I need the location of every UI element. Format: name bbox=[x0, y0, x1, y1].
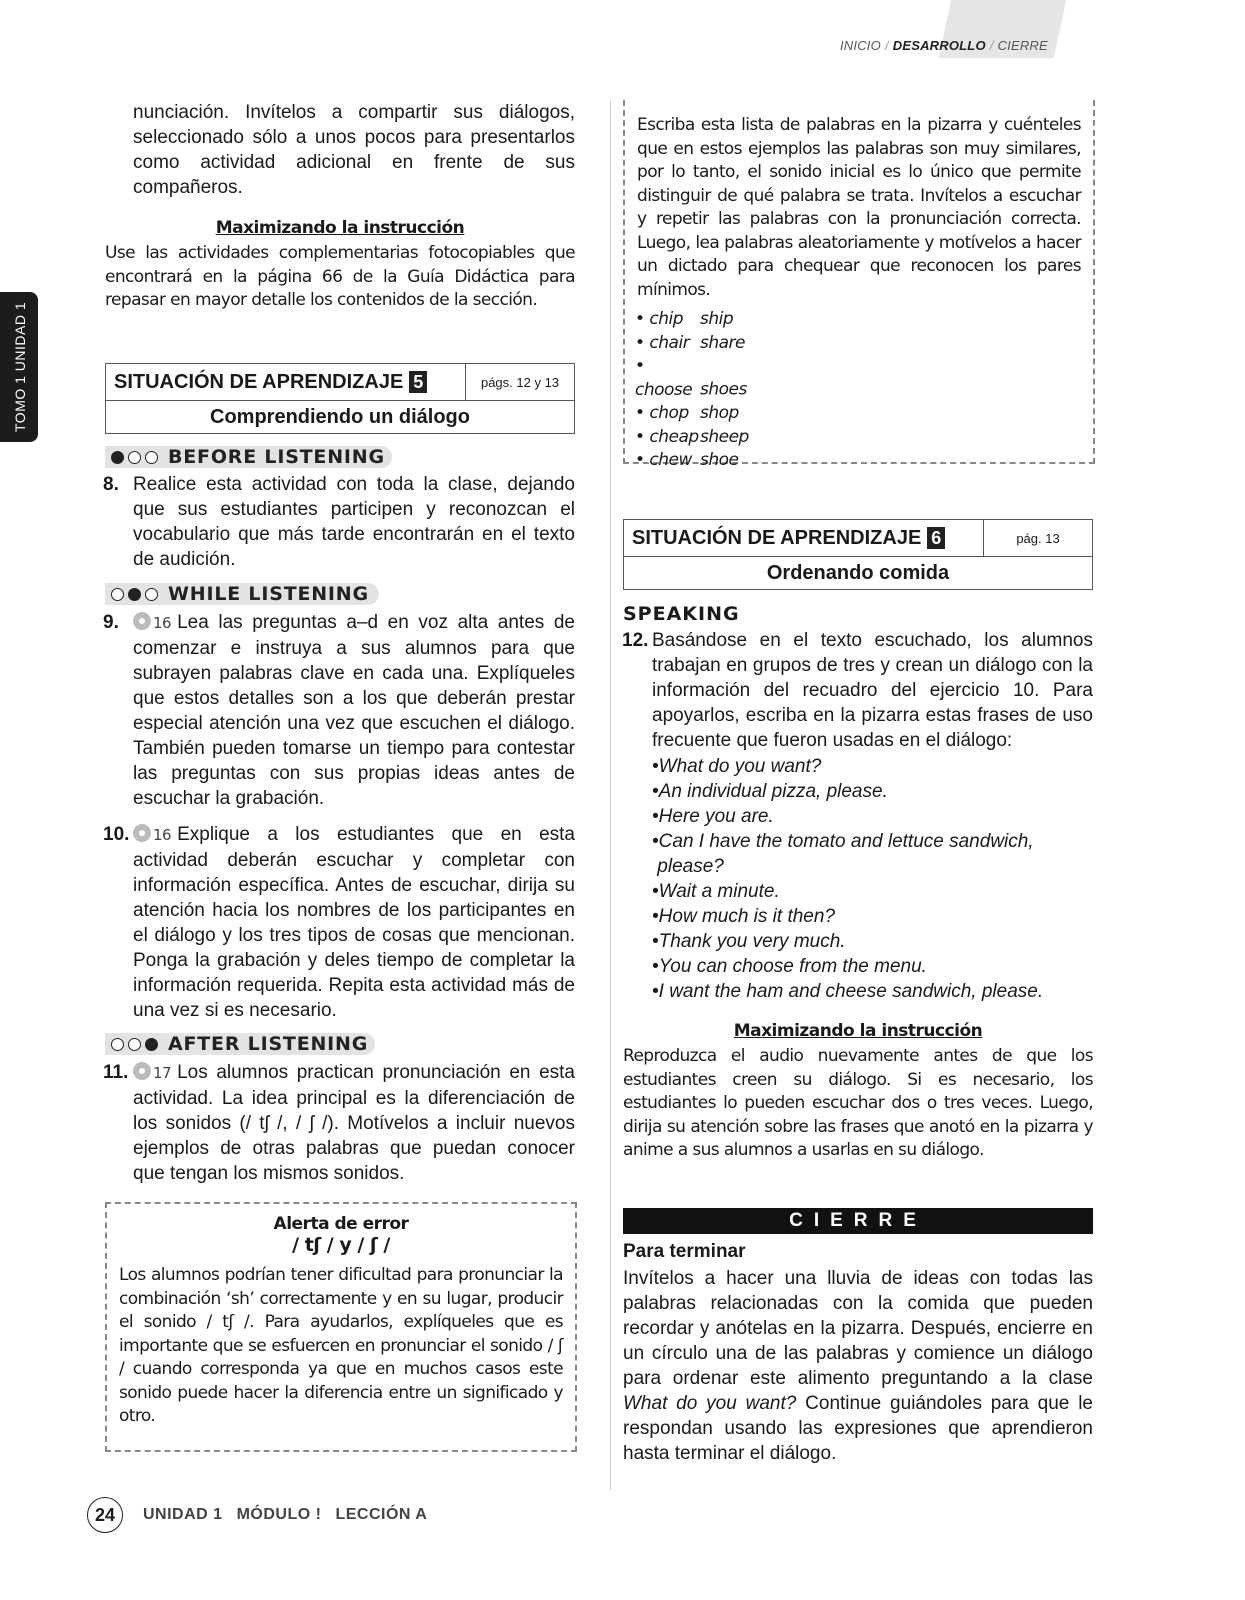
footer-breadcrumb bbox=[143, 1506, 441, 1524]
max1-text: Use las actividades complementarias fotocopiables que encontrará en la página 66 de la Guía Didáctica para repasar en mayor detalle los contenidos de la sección. bbox=[105, 243, 575, 310]
list-item: • chair share bbox=[635, 332, 745, 353]
alerta-de-error-box bbox=[105, 1202, 577, 1452]
item-12-number: 12. bbox=[622, 630, 649, 651]
page-number: 24 bbox=[87, 1497, 123, 1533]
cierre-text-part-2: Continue guiándoles para que le respondan usando las expresiones que aprendieron hasta terminar el diálogo. bbox=[623, 1393, 1093, 1464]
item-9-text: Lea las preguntas a–d en voz alta antes de comenzar e instruya a sus alumnos para que subrayen palabras clave en cada una. Explíqueles que estos detalles son a los que deberán prestar especial atención una vez que escuchen el diálogo. También pueden tomarse un tiempo para contestar las preguntas con sus propias ideas antes de escuchar la grabación. bbox=[133, 612, 575, 809]
audio-cd-icon bbox=[133, 612, 151, 630]
list-item: •An individual pizza, please. bbox=[652, 781, 888, 802]
list-item: •Here you are. bbox=[652, 806, 774, 827]
list-item: •What do you want? bbox=[652, 756, 822, 777]
list-item: • chew shoe bbox=[635, 450, 739, 470]
item-10-number: 10. bbox=[103, 824, 130, 845]
side-tab-label: TOMO 1 UNIDAD 1 bbox=[12, 301, 28, 432]
stage-dot-empty-icon bbox=[145, 588, 158, 601]
column-divider bbox=[610, 100, 611, 1490]
nav-cierre: CIERRE bbox=[997, 38, 1048, 53]
alerta-text: Los alumnos podrían tener dificultad para pronunciar la combinación ‘sh’ correctamente y en su lugar, producir el sonido / tʃ /. Para ayudarlos, explíqueles que es importante que se esfuercen en pronunciar el sonido / ʃ / cuando corresponda ya que en muchos casos este sonido puede hacer la diferencia entre un significado y otro. bbox=[119, 1265, 563, 1426]
alerta-symbols: / tʃ / y / ʃ / bbox=[292, 1234, 390, 1256]
item-10-text: Explique a los estudiantes que en esta actividad deberán escuchar y completar con información específica. Antes de escuchar, dirija su atención hacia los nombres de los participantes en el diálogo y los tres tipos de cosas que mencionan. Ponga la grabación y deles tiempo de completar la información requerida. Repita esta actividad más de una vez si es necesario. bbox=[133, 824, 575, 1021]
minimal-pairs-box bbox=[623, 100, 1095, 470]
speaking-heading: SPEAKING bbox=[623, 603, 740, 625]
stage-dot-filled-icon bbox=[145, 1038, 158, 1051]
list-item: •You can choose from the menu. bbox=[652, 956, 927, 977]
after-listening-label: AFTER LISTENING bbox=[168, 1033, 369, 1055]
while-listening-header bbox=[105, 583, 379, 605]
max2-title: Maximizando la instrucción bbox=[733, 1021, 983, 1041]
minimal-pairs-list bbox=[635, 308, 1093, 473]
cierre-paragraph bbox=[623, 1266, 1093, 1466]
stage-dot-filled-icon bbox=[111, 451, 124, 464]
item-11 bbox=[103, 1060, 575, 1186]
para-terminar-heading: Para terminar bbox=[623, 1241, 746, 1262]
list-item: • choose shoes bbox=[635, 356, 747, 400]
situacion-6-pages: pág. 13 bbox=[983, 520, 1092, 556]
before-listening-header bbox=[105, 446, 392, 468]
list-item: • chop shop bbox=[635, 403, 739, 423]
nav-desarrollo: DESARROLLO bbox=[892, 38, 986, 53]
audio-track-number: 17 bbox=[153, 1064, 172, 1082]
audio-cd-icon bbox=[133, 824, 151, 842]
footer-lesson: LECCIÓN A bbox=[335, 1506, 428, 1523]
item-8-number: 8. bbox=[103, 474, 119, 495]
situacion-5-pages: págs. 12 y 13 bbox=[465, 364, 574, 400]
cierre-text-italic: What do you want? bbox=[623, 1393, 797, 1414]
stage-dot-empty-icon bbox=[145, 451, 158, 464]
situacion-6-number: 6 bbox=[927, 527, 945, 549]
stage-dot-empty-icon bbox=[111, 1038, 124, 1051]
list-item: •How much is it then? bbox=[652, 906, 836, 927]
list-item: •Thank you very much. bbox=[652, 931, 846, 952]
footer-module: MÓDULO ! bbox=[236, 1506, 322, 1523]
list-item: •Can I have the tomato and lettuce sandwich, bbox=[652, 831, 1034, 852]
item-8 bbox=[103, 472, 575, 572]
footer-unit: UNIDAD 1 bbox=[143, 1506, 223, 1523]
intro-paragraph: nunciación. Invítelos a compartir sus diálogos, seleccionado sólo a unos pocos para presentarlos como actividad adicional en frente de sus compañeros. bbox=[133, 102, 575, 198]
audio-cd-icon bbox=[133, 1062, 151, 1080]
nav-inicio: INICIO bbox=[840, 38, 881, 53]
max2-text: Reproduzca el audio nuevamente antes de que los estudiantes creen su diálogo. Si es necesario, los estudiantes lo pueden escuchar dos o tres veces. Luego, dirija su atención sobre las frases que anotó en la pizarra y anime a sus alumnos a usarlas en su diálogo. bbox=[623, 1046, 1093, 1160]
item-9 bbox=[103, 610, 575, 811]
situacion-6-box bbox=[623, 519, 1093, 590]
situacion-5-number: 5 bbox=[409, 371, 427, 393]
max1-title: Maximizando la instrucción bbox=[215, 218, 465, 238]
item-8-text: Realice esta actividad con toda la clase, dejando que sus estudiantes participen y reconozcan el vocabulario que más tarde encontrarán en el texto de audición. bbox=[133, 474, 575, 570]
stage-dot-empty-icon bbox=[111, 588, 124, 601]
list-item: •Wait a minute. bbox=[652, 881, 780, 902]
situacion-5-box bbox=[105, 363, 575, 434]
while-listening-label: WHILE LISTENING bbox=[168, 583, 369, 605]
stage-dot-empty-icon bbox=[128, 451, 141, 464]
item-12 bbox=[622, 628, 1093, 753]
list-item: • chip ship bbox=[635, 309, 734, 329]
side-tab bbox=[0, 292, 38, 442]
stage-dot-empty-icon bbox=[128, 1038, 141, 1051]
minimal-pairs-text: Escriba esta lista de palabras en la pizarra y cuénteles que en estos ejemplos las palabras son muy similares, por lo tanto, el sonido inicial es lo único que permite distinguir de qué palabra se trata. Invítelos a escuchar y repetir las palabras con la pronunciación correcta. Luego, lea palabras aleatoriamente y motívelos a hacer un dictado para chequear que reconocen los pares mínimos. bbox=[637, 115, 1081, 300]
item-11-number: 11. bbox=[103, 1062, 129, 1083]
section-nav: INICIO / DESARROLLO / CIERRE bbox=[840, 28, 1240, 62]
situacion-6-label: SITUACIÓN DE APRENDIZAJE bbox=[632, 526, 922, 549]
item-12-text: Basándose en el texto escuchado, los alumnos trabajan en grupos de tres y crean un diálogo con la información del recuadro del ejercicio 10. Para apoyarlos, escriba en la pizarra estas frases de uso frecuente que fueron usadas en el diálogo: bbox=[652, 630, 1093, 751]
before-listening-label: BEFORE LISTENING bbox=[168, 446, 385, 468]
situacion-5-subtitle: Comprendiendo un diálogo bbox=[210, 405, 470, 428]
list-item: please? bbox=[652, 856, 724, 877]
after-listening-header bbox=[105, 1033, 375, 1055]
situacion-6-subtitle: Ordenando comida bbox=[766, 561, 950, 584]
cierre-text-part-1: Invítelos a hacer una lluvia de ideas con todas las palabras relacionadas con la comida que pueden recordar y anótelas en la pizarra. Después, encierre en un círculo una de las palabras y comience un diálogo para ordenar este alimento preguntando a la clase bbox=[623, 1268, 1093, 1389]
cierre-bar: CIERRE bbox=[623, 1208, 1093, 1234]
item-10 bbox=[103, 822, 575, 1023]
audio-track-number: 16 bbox=[153, 614, 172, 632]
stage-dot-filled-icon bbox=[128, 588, 141, 601]
situacion-5-label: SITUACIÓN DE APRENDIZAJE bbox=[114, 370, 404, 393]
audio-track-number: 16 bbox=[153, 826, 172, 844]
phrases-list bbox=[652, 754, 1093, 1004]
alerta-title: Alerta de error bbox=[273, 1214, 409, 1234]
item-11-text: Los alumnos practican pronunciación en esta actividad. La idea principal es la diferenciación de los sonidos (/ tʃ /, / ʃ /). Motívelos a incluir nuevos ejemplos de otras palabras que puedan conocer que tengan los mismos sonidos. bbox=[133, 1062, 575, 1184]
list-item: •I want the ham and cheese sandwich, please. bbox=[652, 981, 1044, 1002]
item-9-number: 9. bbox=[103, 612, 119, 633]
list-item: • cheapsheep bbox=[635, 426, 749, 447]
